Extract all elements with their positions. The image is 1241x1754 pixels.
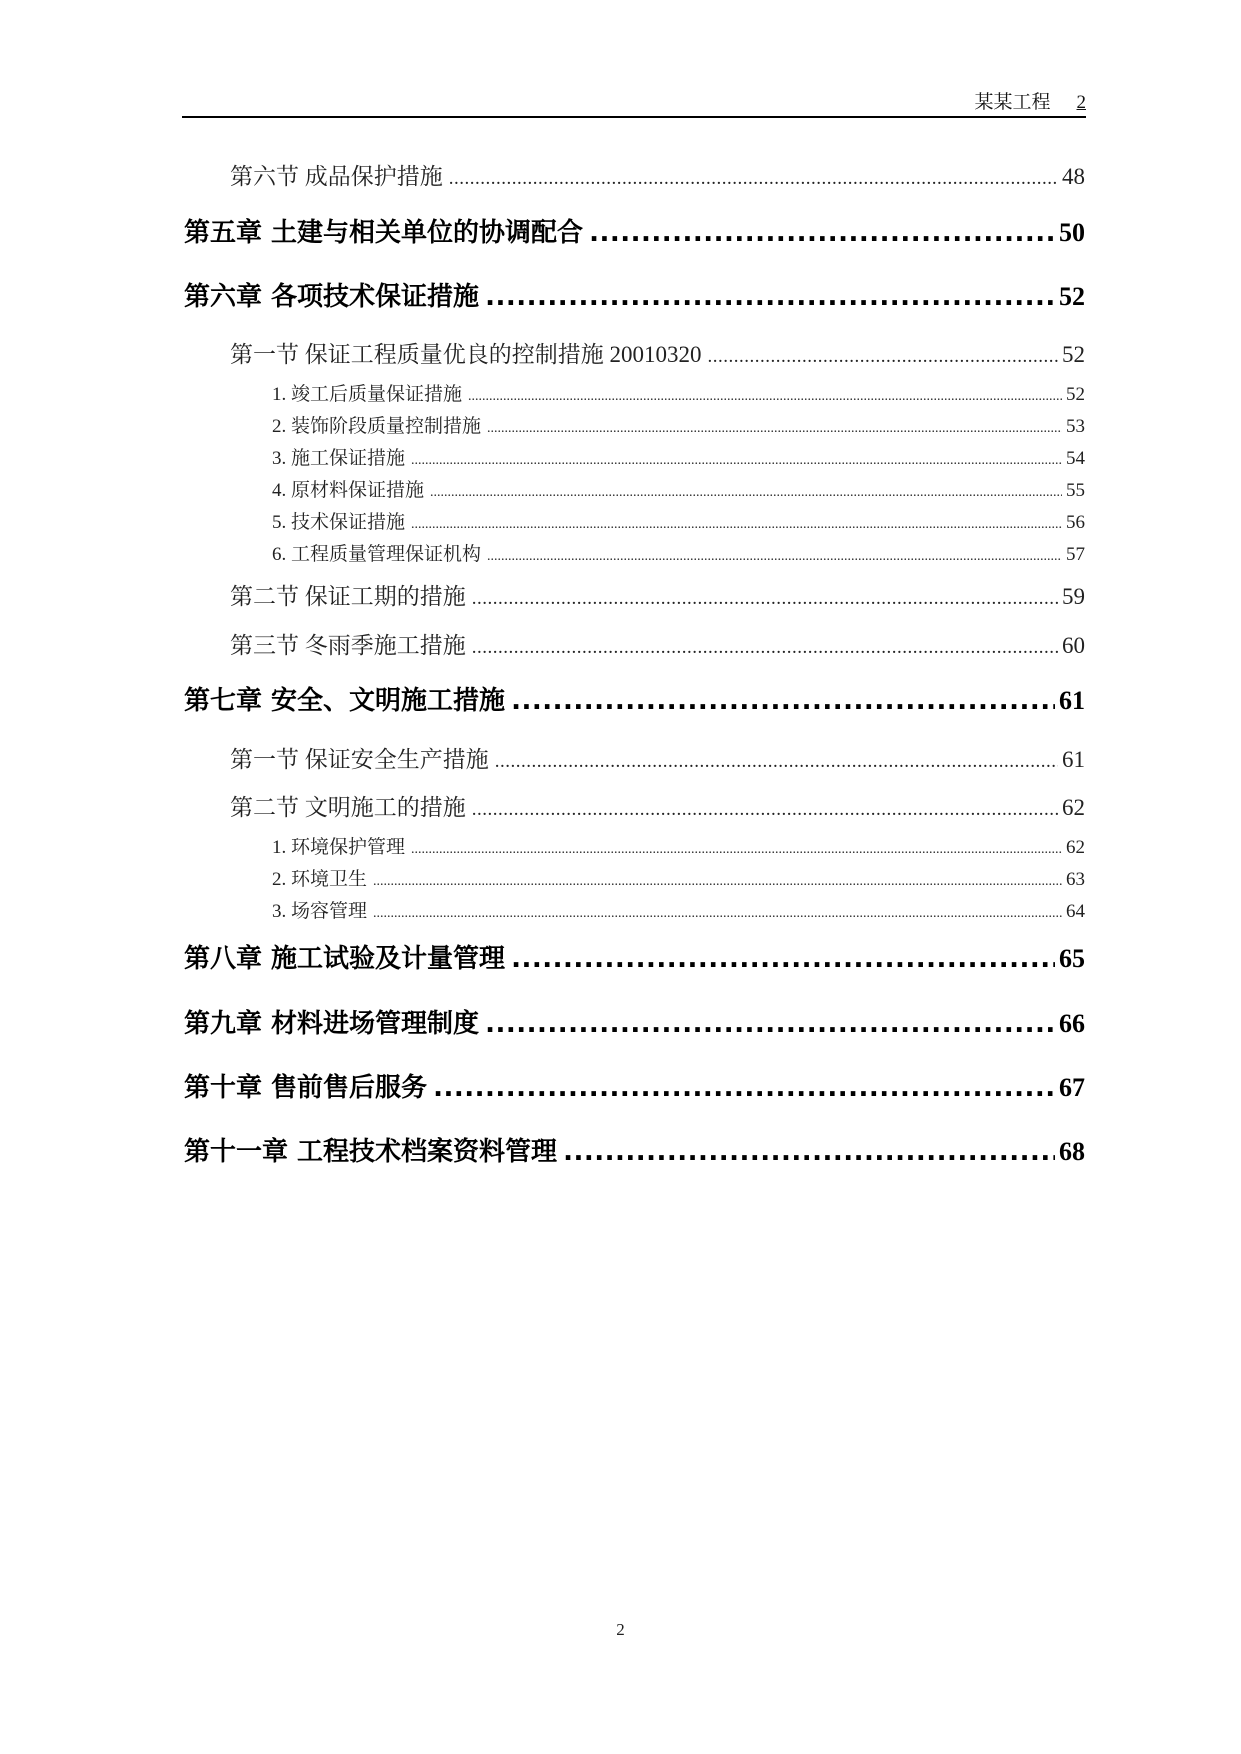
dot-leader	[563, 1137, 1055, 1167]
toc-entry-label: 第九章 材料进场管理制度	[184, 1009, 480, 1039]
toc-entry-page: 54	[1066, 448, 1085, 469]
dot-leader	[511, 944, 1055, 974]
toc-section-entry[interactable]	[230, 741, 1085, 774]
toc-entry-page: 66	[1059, 1009, 1085, 1038]
toc-entry-page: 55	[1066, 480, 1085, 501]
toc-entry-label: 第三节 冬雨季施工措施	[230, 633, 466, 658]
toc-entry-label: 2. 装饰阶段质量控制措施	[272, 416, 482, 437]
toc-item-entry[interactable]	[272, 411, 1085, 438]
dot-leader	[472, 637, 1058, 659]
toc-entry-page: 64	[1066, 901, 1085, 922]
toc-entry-page: 52	[1062, 342, 1085, 367]
dot-leader	[433, 1073, 1055, 1103]
toc-entry-page: 68	[1059, 1137, 1085, 1166]
dot-leader	[708, 346, 1059, 368]
toc-section-entry[interactable]	[230, 158, 1085, 191]
toc-item-entry[interactable]	[272, 539, 1085, 566]
toc-entry-label: 2. 环境卫生	[272, 869, 368, 890]
dot-leader	[495, 751, 1058, 773]
header-page-number: 2	[1076, 92, 1086, 113]
dot-leader	[472, 799, 1058, 821]
toc-entry-page: 67	[1059, 1073, 1085, 1102]
toc-entry-page: 52	[1066, 384, 1085, 405]
toc-item-entry[interactable]	[272, 896, 1085, 923]
dot-leader	[472, 588, 1058, 610]
toc-item-entry[interactable]	[272, 379, 1085, 406]
dot-leader	[511, 686, 1055, 716]
toc-chapter-entry[interactable]	[184, 680, 1085, 717]
toc-entry-page: 65	[1059, 944, 1085, 973]
toc-entry-label: 第八章 施工试验及计量管理	[184, 944, 506, 974]
toc-entry-page: 57	[1066, 544, 1085, 565]
toc-entry-label: 第二节 保证工期的措施	[230, 584, 466, 609]
toc-entry-page: 61	[1062, 747, 1085, 772]
dot-leader	[487, 421, 1062, 437]
toc-section-entry[interactable]	[230, 336, 1085, 369]
toc-chapter-entry[interactable]	[184, 1067, 1085, 1104]
toc-entry-page: 59	[1062, 584, 1085, 609]
toc-entry-label: 第一节 保证工程质量优良的控制措施 20010320	[230, 342, 702, 367]
dot-leader	[589, 218, 1055, 248]
toc-chapter-entry[interactable]	[184, 212, 1085, 249]
toc-entry-label: 第二节 文明施工的措施	[230, 795, 466, 820]
header-title: 某某工程	[974, 92, 1051, 113]
toc-entry-label: 6. 工程质量管理保证机构	[272, 544, 482, 565]
toc-chapter-entry[interactable]	[184, 938, 1085, 975]
toc-section-entry[interactable]	[230, 578, 1085, 611]
dot-leader	[485, 1009, 1055, 1039]
toc-entry-page: 61	[1059, 686, 1085, 715]
toc-entry-label: 第六节 成品保护措施	[230, 164, 443, 189]
toc-entry-label: 第十章 售前售后服务	[184, 1073, 428, 1103]
dot-leader	[485, 282, 1055, 312]
toc-entry-label: 第六章 各项技术保证措施	[184, 282, 480, 312]
dot-leader	[411, 453, 1062, 469]
dot-leader	[411, 517, 1062, 533]
toc-item-entry[interactable]	[272, 475, 1085, 502]
dot-leader	[468, 389, 1062, 405]
toc-entry-label: 1. 环境保护管理	[272, 837, 406, 858]
toc-entry-page: 60	[1062, 633, 1085, 658]
toc-entry-label: 1. 竣工后质量保证措施	[272, 384, 463, 405]
toc-entry-page: 50	[1059, 218, 1085, 247]
toc-entry-page: 56	[1066, 512, 1085, 533]
toc-entry-page: 52	[1059, 282, 1085, 311]
toc-entry-page: 53	[1066, 416, 1085, 437]
toc-entry-label: 4. 原材料保证措施	[272, 480, 425, 501]
page-footer-number: 2	[616, 1620, 625, 1639]
toc-item-entry[interactable]	[272, 443, 1085, 470]
toc-entry-label: 3. 施工保证措施	[272, 448, 406, 469]
dot-leader	[411, 842, 1062, 858]
toc-chapter-entry[interactable]	[184, 1003, 1085, 1040]
toc-entry-label: 3. 场容管理	[272, 901, 368, 922]
toc-item-entry[interactable]	[272, 507, 1085, 534]
toc-entry-page: 48	[1062, 164, 1085, 189]
toc-entry-label: 第七章 安全、文明施工措施	[184, 686, 506, 716]
dot-leader	[373, 874, 1062, 890]
toc-entry-label: 第一节 保证安全生产措施	[230, 747, 489, 772]
toc-entry-label: 5. 技术保证措施	[272, 512, 406, 533]
dot-leader	[487, 549, 1062, 565]
toc-section-entry[interactable]	[230, 789, 1085, 822]
toc-entry-label: 第五章 土建与相关单位的协调配合	[184, 218, 584, 248]
toc-entry-page: 63	[1066, 869, 1085, 890]
dot-leader	[373, 906, 1062, 922]
toc-chapter-entry[interactable]	[184, 1131, 1085, 1168]
toc-item-entry[interactable]	[272, 864, 1085, 891]
dot-leader	[430, 485, 1062, 501]
toc-section-entry[interactable]	[230, 627, 1085, 660]
dot-leader	[449, 168, 1058, 190]
toc-item-entry[interactable]	[272, 832, 1085, 859]
toc-entry-page: 62	[1066, 837, 1085, 858]
toc-entry-label: 第十一章 工程技术档案资料管理	[184, 1137, 558, 1167]
toc-chapter-entry[interactable]	[184, 276, 1085, 313]
toc-entry-page: 62	[1062, 795, 1085, 820]
